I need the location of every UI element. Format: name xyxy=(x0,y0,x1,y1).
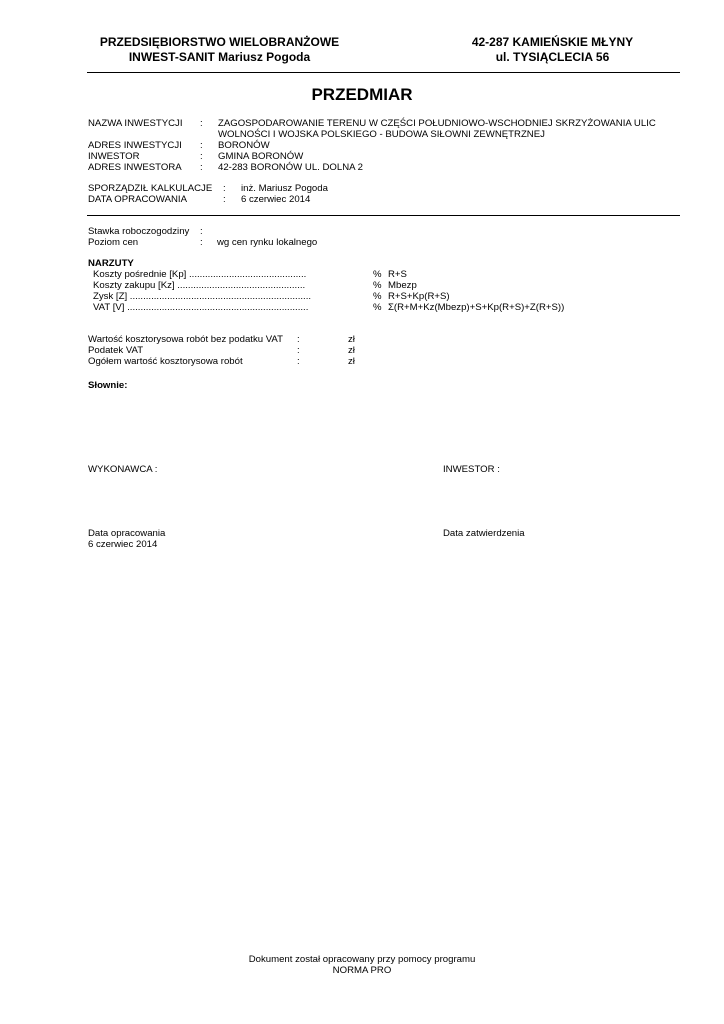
contractor-label: WYKONAWCA : xyxy=(88,464,158,475)
surcharge-formula: Mbezp xyxy=(388,280,417,291)
investor-label: INWESTOR xyxy=(88,151,140,162)
surcharge-formula: Σ(R+M+Kz(Mbezp)+S+Kp(R+S)+Z(R+S)) xyxy=(388,302,565,313)
surcharge-label: Zysk [Z] .................................................................... xyxy=(93,291,312,302)
company-name: PRZEDSIĘBIORSTWO WIELOBRANŻOWE xyxy=(99,35,340,49)
in-words-label: Słownie: xyxy=(88,380,128,391)
labor-rate-label: Stawka roboczogodziny xyxy=(88,226,190,237)
total-gross-sep: : xyxy=(297,356,300,367)
total-gross-label: Ogółem wartość kosztorysowa robót xyxy=(88,356,243,367)
company-street: ul. TYSIĄCLECIA 56 xyxy=(495,50,610,64)
vat-sep: : xyxy=(297,345,300,356)
date-value: 6 czerwiec 2014 xyxy=(241,194,311,205)
investment-address-value: BORONÓW xyxy=(218,140,270,151)
vat-unit: zł xyxy=(348,345,355,356)
company-owner: INWEST-SANIT Mariusz Pogoda xyxy=(128,50,311,64)
preparation-date-label: Data opracowania xyxy=(88,528,166,539)
page-title: PRZEDMIAR xyxy=(311,85,413,104)
surcharge-percent: % xyxy=(373,291,382,302)
total-net-unit: zł xyxy=(348,334,355,345)
prepared-by-sep: : xyxy=(223,183,226,194)
surcharges-heading: NARZUTY xyxy=(88,258,134,269)
prepared-by-value: inż. Mariusz Pogoda xyxy=(241,183,328,194)
investment-name-sep: : xyxy=(200,118,203,129)
investor-address-sep: : xyxy=(200,162,203,173)
footer-note: Dokument został opracowany przy pomocy programu xyxy=(248,954,476,965)
date-label: DATA OPRACOWANIA xyxy=(88,194,187,205)
price-level-label: Poziom cen xyxy=(88,237,139,248)
surcharge-label: Koszty pośrednie [Kp] ............................................ xyxy=(93,269,307,280)
section-divider xyxy=(87,215,680,216)
surcharge-label: Koszty zakupu [Kz] ................................................ xyxy=(93,280,306,291)
surcharge-percent: % xyxy=(373,269,382,280)
investment-address-label: ADRES INWESTYCJI xyxy=(88,140,182,151)
vat-label: Podatek VAT xyxy=(88,345,144,356)
investment-address-sep: : xyxy=(200,140,203,151)
investor-signature-label: INWESTOR : xyxy=(443,464,500,475)
approval-date-label: Data zatwierdzenia xyxy=(443,528,525,539)
investor-address-label: ADRES INWESTORA xyxy=(88,162,182,173)
price-level-value: wg cen rynku lokalnego xyxy=(217,237,318,248)
surcharge-formula: R+S+Kp(R+S) xyxy=(388,291,450,302)
labor-rate-sep: : xyxy=(200,226,203,237)
footer-program: NORMA PRO xyxy=(332,965,392,976)
company-city: 42-287 KAMIEŃSKIE MŁYNY xyxy=(471,35,634,49)
price-level-sep: : xyxy=(200,237,203,248)
surcharge-formula: R+S xyxy=(388,269,407,280)
header-divider xyxy=(87,72,680,73)
investor-value: GMINA BORONÓW xyxy=(218,151,304,162)
investor-sep: : xyxy=(200,151,203,162)
surcharge-label: VAT [V] .................................................................... xyxy=(93,302,309,313)
surcharge-percent: % xyxy=(373,280,382,291)
investment-name-value-cont: WOLNOŚCI I WOJSKA POLSKIEGO - BUDOWA SIŁOWNI ZEWNĘTRZNEJ xyxy=(218,129,545,140)
prepared-by-label: SPORZĄDZIŁ KALKULACJE xyxy=(88,183,213,194)
investor-address-value: 42-283 BORONÓW UL. DOLNA 2 xyxy=(218,162,364,173)
preparation-date-value: 6 czerwiec 2014 xyxy=(88,539,158,550)
total-gross-unit: zł xyxy=(348,356,355,367)
total-net-label: Wartość kosztorysowa robót bez podatku VAT xyxy=(88,334,283,345)
surcharge-percent: % xyxy=(373,302,382,313)
total-net-sep: : xyxy=(297,334,300,345)
investment-name-value: ZAGOSPODAROWANIE TERENU W CZĘŚCI POŁUDNIOWO-WSCHODNIEJ SKRZYŻOWANIA ULIC xyxy=(218,118,656,129)
investment-name-label: NAZWA INWESTYCJI xyxy=(88,118,183,129)
date-sep: : xyxy=(223,194,226,205)
